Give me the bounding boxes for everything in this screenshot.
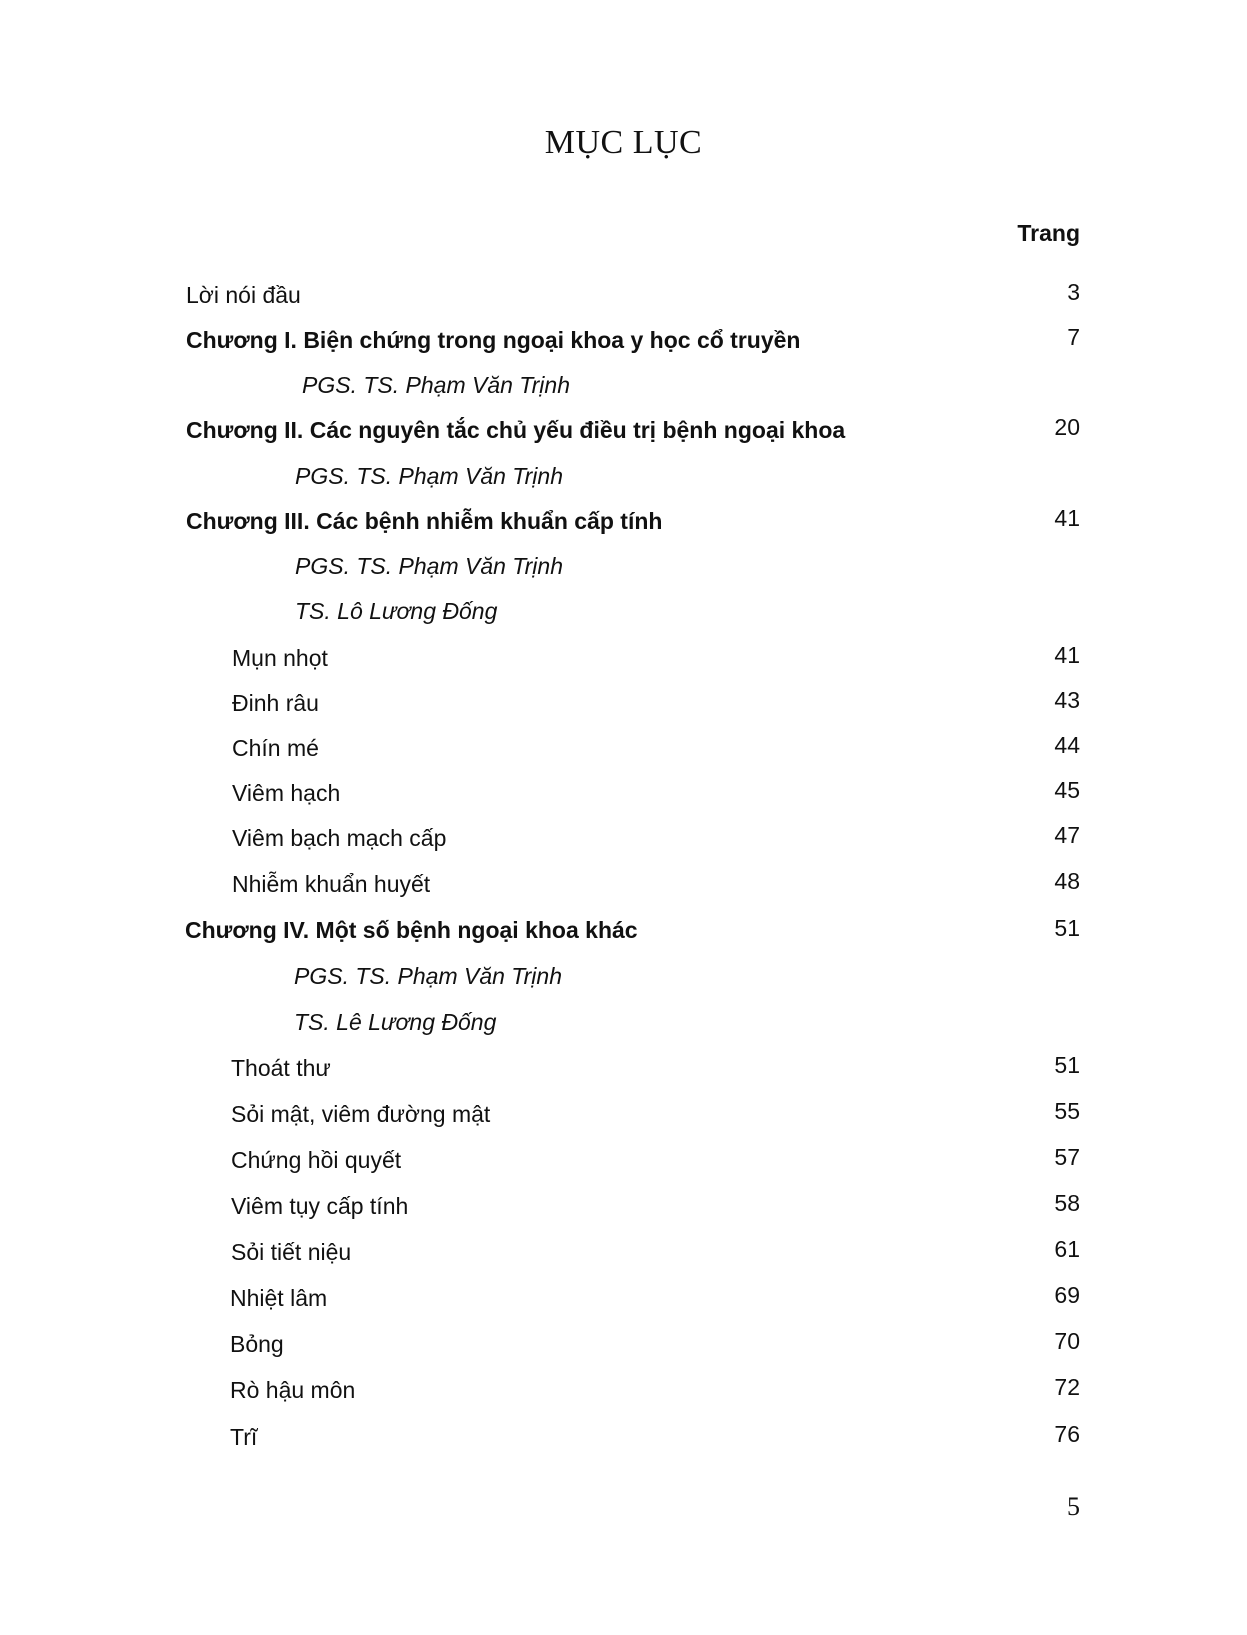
toc-entry-text: Nhiệt lâm	[230, 1285, 328, 1311]
toc-entry-page: 43	[1054, 687, 1080, 713]
toc-author: PGS. TS. Phạm Văn Trịnh	[294, 963, 563, 989]
toc-entry-text: Nhiễm khuẩn huyết	[232, 871, 431, 897]
toc-entry-page: 72	[1054, 1374, 1080, 1400]
toc-entry-page: 70	[1054, 1328, 1080, 1354]
toc-entry-text: Sỏi mật, viêm đường mật	[231, 1101, 491, 1127]
toc-entry-page: 7	[1067, 324, 1080, 350]
toc-chapter-title: Chương II. Các nguyên tắc chủ yếu điều trị bệnh ngoại khoa	[186, 417, 846, 443]
toc-entry-text: Viêm hạch	[232, 780, 341, 806]
toc-entry-page: 57	[1054, 1144, 1080, 1170]
toc-author: PGS. TS. Phạm Văn Trịnh	[302, 372, 571, 398]
toc-entry-page: 55	[1054, 1098, 1080, 1124]
toc-author: PGS. TS. Phạm Văn Trịnh	[295, 553, 564, 579]
toc-entry-page: 61	[1054, 1236, 1080, 1262]
toc-entry-text: Bỏng	[230, 1331, 284, 1357]
toc-entry-page: 20	[1054, 414, 1080, 440]
toc-entry-page: 58	[1054, 1190, 1080, 1216]
toc-chapter-title: Chương IV. Một số bệnh ngoại khoa khác	[185, 917, 638, 943]
toc-entry-page: 3	[1067, 279, 1080, 305]
toc-entry-text: Chứng hồi quyết	[231, 1147, 402, 1173]
toc-entry-text: Thoát thư	[231, 1055, 331, 1081]
toc-entry-page: 48	[1054, 868, 1080, 894]
toc-entry-page: 45	[1054, 777, 1080, 803]
page-number: 5	[1067, 1492, 1080, 1521]
toc-author: PGS. TS. Phạm Văn Trịnh	[295, 463, 564, 489]
toc-entry-page: 41	[1054, 505, 1080, 531]
toc-chapter-title: Chương III. Các bệnh nhiễm khuẩn cấp tính	[186, 508, 663, 534]
toc-entry-text: Viêm bạch mạch cấp	[232, 825, 447, 851]
page-title: MỤC LỤC	[544, 124, 703, 161]
toc-entry-text: Lời nói đầu	[186, 282, 301, 308]
toc-entry-page: 44	[1054, 732, 1080, 758]
toc-entry-page: 41	[1054, 642, 1080, 668]
toc-entry-text: Viêm tụy cấp tính	[231, 1193, 409, 1219]
toc-entry-page: 69	[1054, 1282, 1080, 1308]
page-column-label: Trang	[1017, 220, 1080, 246]
toc-chapter-title: Chương I. Biện chứng trong ngoại khoa y học cổ truyền	[186, 327, 801, 353]
toc-entry-page: 76	[1054, 1421, 1080, 1447]
toc-entry-text: Đinh râu	[232, 690, 319, 716]
toc-entry-text: Sỏi tiết niệu	[231, 1239, 352, 1265]
toc-entry-page: 51	[1054, 1052, 1080, 1078]
toc-author: TS. Lô Lương Đống	[295, 598, 498, 624]
toc-entry-page: 47	[1054, 822, 1080, 848]
toc-entry-text: Chín mé	[232, 735, 319, 761]
toc-entry-text: Mụn nhọt	[232, 645, 328, 671]
toc-author: TS. Lê Lương Đống	[294, 1009, 497, 1035]
toc-entry-text: Rò hậu môn	[230, 1377, 356, 1403]
toc-entry-page: 51	[1054, 915, 1080, 941]
toc-entry-text: Trĩ	[230, 1424, 258, 1450]
